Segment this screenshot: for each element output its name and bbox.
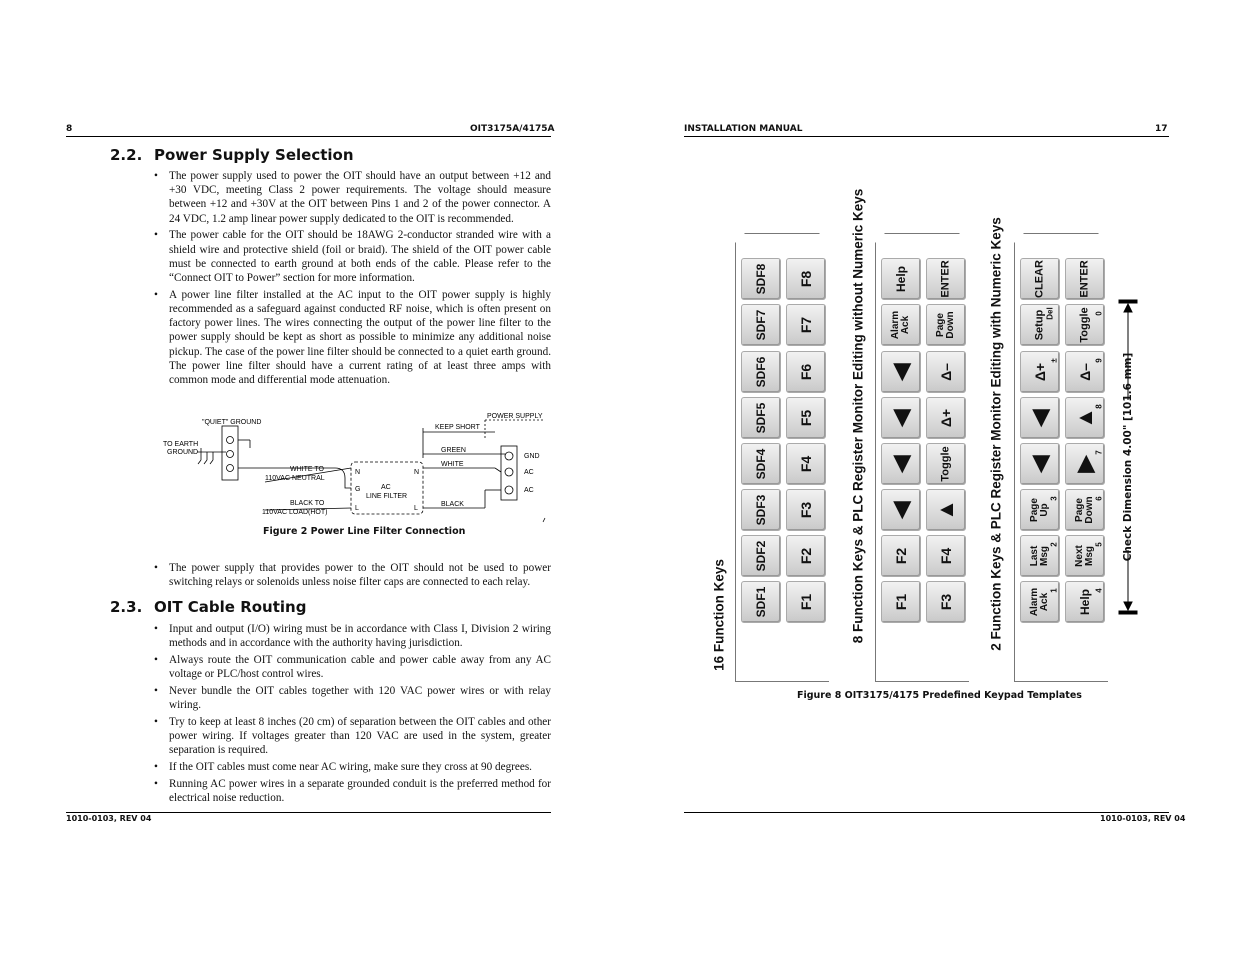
section-2-2-number: 2.2. <box>110 146 143 164</box>
template-1-key <box>786 489 826 531</box>
right-page-number: 17 <box>1155 124 1168 134</box>
template-3-key <box>1065 535 1105 577</box>
template-2-key-label: Δ– <box>938 362 954 381</box>
to-earth-label-2: GROUND <box>167 449 199 456</box>
template-2-key <box>926 258 966 300</box>
template-3-key-label: Page Up <box>1029 497 1050 522</box>
template-1-key-label: SDF5 <box>754 402 768 433</box>
template-3-key <box>1020 443 1060 485</box>
section-2-2-heading <box>110 146 354 164</box>
template-3-key <box>1020 489 1060 531</box>
template-3-key-label: ▲ <box>1072 406 1097 429</box>
template-2-key-label: ENTER <box>939 260 952 298</box>
figure-2-caption: Figure 2 Power Line Filter Connection <box>263 526 466 537</box>
template-1-key-label: F5 <box>798 409 814 426</box>
green-wire-label: GREEN <box>441 447 466 454</box>
bullet-item: • The power cable for the OIT should be 18AWG 2-conductor stranded wire with a shield wire and protective shield (foil or braid). The shield of the OIT power cable must be connected to earth ground at both ends of the cable. Please refer to the “Connect OIT to Power” section for more information. <box>154 228 551 285</box>
template-1-key-label: SDF8 <box>754 263 768 295</box>
template-3-key <box>1020 351 1060 393</box>
template-2-key <box>926 489 966 531</box>
template-2-key-label: ◀ <box>888 455 913 473</box>
template-1-key <box>786 581 826 623</box>
bullet-item: • Always route the OIT communication cable and power cable away from any AC voltage or PLC/host control wires. <box>154 653 551 681</box>
template-2-key-label: Help <box>894 266 908 293</box>
template-3-key-label: Last Msg <box>1029 545 1050 567</box>
ac-terminal-label-b: AC <box>524 487 534 494</box>
template-1-key <box>741 535 781 577</box>
filter-n-right: N <box>414 469 420 476</box>
section-2-2-bullets-after-figure <box>154 561 551 592</box>
white-wire-label: WHITE <box>441 461 464 468</box>
right-header-title: INSTALLATION MANUAL <box>684 124 803 134</box>
template-1-key-label: F3 <box>798 501 814 518</box>
template-3-key-label: Help <box>1078 588 1092 616</box>
template-2-key <box>881 489 921 531</box>
black-to-label-1: BLACK TO <box>290 500 325 507</box>
template-3-key-label: Toggle <box>1078 307 1091 344</box>
template-2-key <box>881 581 921 623</box>
section-2-3-number: 2.3. <box>110 598 143 616</box>
template-1-key-label: SDF6 <box>754 356 768 387</box>
template-3-key <box>1065 351 1105 393</box>
filter-n-left: N <box>355 469 361 476</box>
filter-label-1: AC <box>381 484 391 491</box>
filter-l-right: L <box>414 505 418 512</box>
white-to-label-1: WHITE TO <box>290 466 324 473</box>
template-1-key-label: SDF7 <box>754 310 768 341</box>
template-3-key <box>1020 581 1060 623</box>
keep-short-label: KEEP SHORT <box>435 424 480 431</box>
template-3-key-label: ◀ <box>1027 409 1052 427</box>
left-header-title: OIT3175A/4175A <box>470 124 555 134</box>
template-1-key <box>741 397 781 439</box>
bullet-item: • A power line filter installed at the AC input to the OIT power supply is highly recommended as a safeguard against conducted RF noise, which is often present on factory power lines. The wires connecting the output of the power line filter to the power supply should be kept as short as possible to minimize any additional noise pickup. The case of the power line filter should be connected to a quiet earth ground. The power line filter should have a current rating of at least three amps with common mode and differential mode attenuation. <box>154 288 551 387</box>
template-2-key <box>926 535 966 577</box>
left-page-number: 8 <box>66 124 73 134</box>
left-footer-rule <box>66 812 551 813</box>
template-2-key-label: Alarm Ack <box>890 311 911 340</box>
gnd-terminal-label: GND <box>524 453 540 460</box>
template-3-key-label: CLEAR <box>1033 260 1046 299</box>
template-1-key <box>741 443 781 485</box>
white-to-label-2: 110VAC NEUTRAL <box>265 475 325 482</box>
filter-label-2: LINE FILTER <box>366 493 408 500</box>
template-3-key <box>1065 258 1105 300</box>
template-2-key-label: ◀ <box>888 409 913 427</box>
template-2-key <box>881 397 921 439</box>
template-3-key-label: Page Down <box>1074 496 1095 524</box>
template-2-key <box>926 351 966 393</box>
template-3-key-sublabel: 0 <box>1094 311 1104 317</box>
section-2-3-bullets <box>154 622 551 808</box>
left-footer: 1010-0103, REV 04 <box>66 814 152 823</box>
template-3-key-label: ENTER <box>1078 260 1091 298</box>
template-3-key-sublabel: 7 <box>1094 449 1104 455</box>
template-3-key-sublabel: 1 <box>1049 588 1059 593</box>
bullet-item: • Running AC power wires in a separate grounded conduit is the preferred method for electrical noise reduction. <box>154 777 551 805</box>
section-2-2-bullets <box>154 169 551 390</box>
template-1-key-label: SDF2 <box>754 540 768 572</box>
template-3-key <box>1020 258 1060 300</box>
template-3-key <box>1065 489 1105 531</box>
template-2-key <box>926 443 966 485</box>
template-3-key <box>1065 443 1105 485</box>
right-footer: 1010-0103, REV 04 <box>1100 814 1186 823</box>
black-wire-label: BLACK <box>441 501 464 508</box>
template-1-key <box>741 304 781 346</box>
template-2-key-label: F3 <box>938 593 954 611</box>
template-3-key-sublabel: 9 <box>1094 357 1104 363</box>
template-1-key-label: F1 <box>798 593 814 611</box>
template-2-key-label: Page Down <box>935 311 956 339</box>
bullet-item: • Try to keep at least 8 inches (20 cm) of separation between the OIT cables and other power wiring. If voltages greater than 120 VAC are used in the system, greater separation is required. <box>154 715 551 758</box>
figure-8-caption: Figure 8 OIT3175/4175 Predefined Keypad Templates <box>797 690 1082 701</box>
template-2-key <box>881 443 921 485</box>
template-1-key-label: F4 <box>798 455 814 472</box>
template-1-key <box>786 443 826 485</box>
template-3-key <box>1065 581 1105 623</box>
filter-l-left: L <box>355 505 359 512</box>
section-2-3-heading <box>110 598 306 616</box>
template-3-key <box>1065 304 1105 346</box>
left-header-rule <box>66 136 551 137</box>
template-2-key-label: ▲ <box>933 498 958 521</box>
template-1-key <box>786 535 826 577</box>
template-2-key <box>881 535 921 577</box>
template-3-key-label: ▶ <box>1072 455 1097 473</box>
template-2-key <box>926 581 966 623</box>
template-2-key <box>926 304 966 346</box>
template-2-key-label: ◀ <box>888 501 913 519</box>
section-2-2-title: Power Supply Selection <box>154 146 354 164</box>
ac-terminal-label-a: AC <box>524 469 534 476</box>
template-1-key <box>786 258 826 300</box>
template-2-key <box>881 258 921 300</box>
to-earth-label-1: TO EARTH <box>163 441 199 448</box>
section-2-3-title: OIT Cable Routing <box>154 598 307 616</box>
template-1-key <box>786 304 826 346</box>
template-2-key-label: Δ+ <box>938 408 954 427</box>
template-2-key-label: F4 <box>938 547 954 565</box>
dimension-label: Check Dimension 4.00" [101.6 mm] <box>1122 352 1134 562</box>
template-3-key-sublabel: 8 <box>1094 403 1104 409</box>
template-3-key-label: Next Msg <box>1074 545 1095 567</box>
bullet-item: • Input and output (I/O) wiring must be in accordance with Class I, Division 2 wiring methods and in accordance with the authority having jurisdiction. <box>154 622 551 650</box>
template-1-key <box>741 489 781 531</box>
bullet-item: • The power supply that provides power to the OIT should not be used to power switching relays or solenoids unless noise filter caps are connected to each relay. <box>154 561 551 589</box>
black-to-label-2: 110VAC LOAD(HOT) <box>262 509 328 516</box>
template-1-key-label: SDF1 <box>754 586 768 618</box>
template-3-key <box>1020 397 1060 439</box>
template-3-key-sublabel: 2 <box>1049 542 1059 547</box>
template-1-key-label: F2 <box>798 547 814 565</box>
template-1-key <box>786 397 826 439</box>
template-2-key <box>881 351 921 393</box>
template-1-key <box>786 351 826 393</box>
template-1-key-label: F7 <box>798 317 814 334</box>
bullet-item: • Never bundle the OIT cables together with 120 VAC power wires or with relay wiring. <box>154 684 551 712</box>
template-3-key <box>1020 535 1060 577</box>
template-1-key <box>741 581 781 623</box>
template-1-key-label: F8 <box>798 271 814 288</box>
template-3-key-label: ◀ <box>1027 455 1052 473</box>
template-1-key <box>741 351 781 393</box>
bullet-item: • If the OIT cables must come near AC wiring, make sure they cross at 90 degrees. <box>154 760 551 774</box>
right-header-rule <box>684 136 1169 137</box>
template-2-key <box>881 304 921 346</box>
template-3-key-sublabel: 3 <box>1049 496 1059 501</box>
filter-g-left: G <box>355 486 361 493</box>
bullet-item: • The power supply used to power the OIT should have an output between +12 and +30 VDC, meeting Class 2 power requirements. The voltage should measure between +12 and +30V at the OIT between Pins 1 and 2 of the power connector. A 24 VDC, 1.2 amp linear power supply dedicated to the OIT is recommended. <box>154 169 551 226</box>
template-1-key-label: F6 <box>798 363 814 380</box>
template-3-key <box>1065 397 1105 439</box>
template-3-key-sublabel: 4 <box>1094 588 1104 593</box>
power-supply-label: POWER SUPPLY <box>487 413 543 420</box>
template-3-key-sublabel: Del <box>1045 307 1055 321</box>
template-2-key <box>926 397 966 439</box>
template-2-key-label: ◀ <box>888 363 913 380</box>
template-2-key-label: F2 <box>893 547 909 565</box>
template-2-key-label: Toggle <box>939 446 952 482</box>
template-3-key-sublabel: 5 <box>1094 542 1104 547</box>
template-3-key-label: Setup <box>1033 310 1046 341</box>
template-1-title: 16 Function Keys <box>711 559 727 671</box>
template-3-key-label: Alarm Ack <box>1029 587 1050 617</box>
template-3-key-sublabel: 6 <box>1094 496 1104 501</box>
power-line-filter-diagram <box>155 408 550 530</box>
template-3-key-label: Δ+ <box>1032 362 1048 381</box>
template-1-key-label: SDF4 <box>754 448 768 480</box>
template-3-key <box>1020 304 1060 346</box>
template-3-title: 2 Function Keys & PLC Register Monitor Editing with Numeric Keys <box>988 217 1004 651</box>
template-3-key-sublabel: ± <box>1049 357 1059 363</box>
template-2-key-label: F1 <box>893 593 909 611</box>
template-1-key <box>741 258 781 300</box>
right-footer-rule <box>684 812 1169 813</box>
template-1-key-label: SDF3 <box>754 494 768 526</box>
template-3-key-label: Δ– <box>1077 362 1093 381</box>
quiet-ground-label: "QUIET" GROUND <box>202 419 262 426</box>
template-2-title: 8 Function Keys & PLC Register Monitor Editing without Numeric Keys <box>850 188 866 644</box>
